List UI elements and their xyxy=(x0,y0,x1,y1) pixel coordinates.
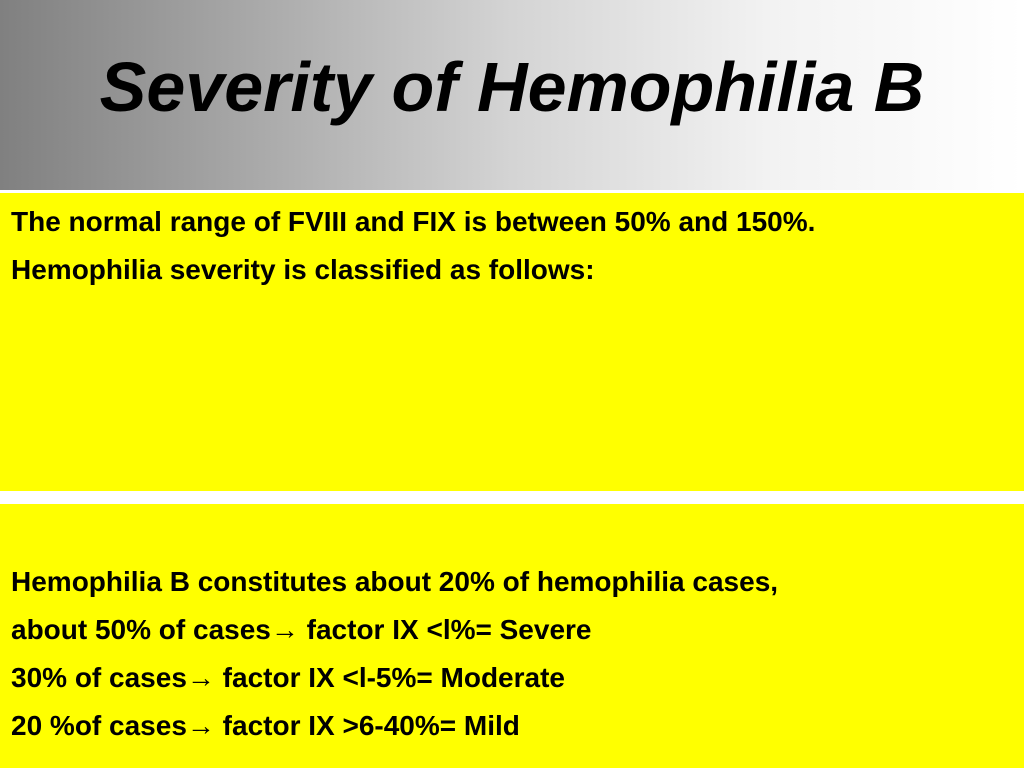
severity-details xyxy=(11,558,778,750)
detail-line-moderate: 30% of cases→ factor IX <l-5%= Moderate xyxy=(11,662,565,693)
detail-line-mild: 20 %of cases→ factor IX >6-40%= Mild xyxy=(11,710,520,741)
intro-line-classification: Hemophilia severity is classified as follows: xyxy=(11,254,595,285)
intro-text xyxy=(11,198,815,294)
intro-line-normal-range: The normal range of FVIII and FIX is between 50% and 150%. xyxy=(11,206,816,237)
slide-title: Severity of Hemophilia B xyxy=(99,48,925,126)
detail-line-severe: about 50% of cases→ factor IX <l%= Severe xyxy=(11,614,592,645)
detail-line-prevalence: Hemophilia B constitutes about 20% of hemophilia cases, xyxy=(11,566,779,597)
